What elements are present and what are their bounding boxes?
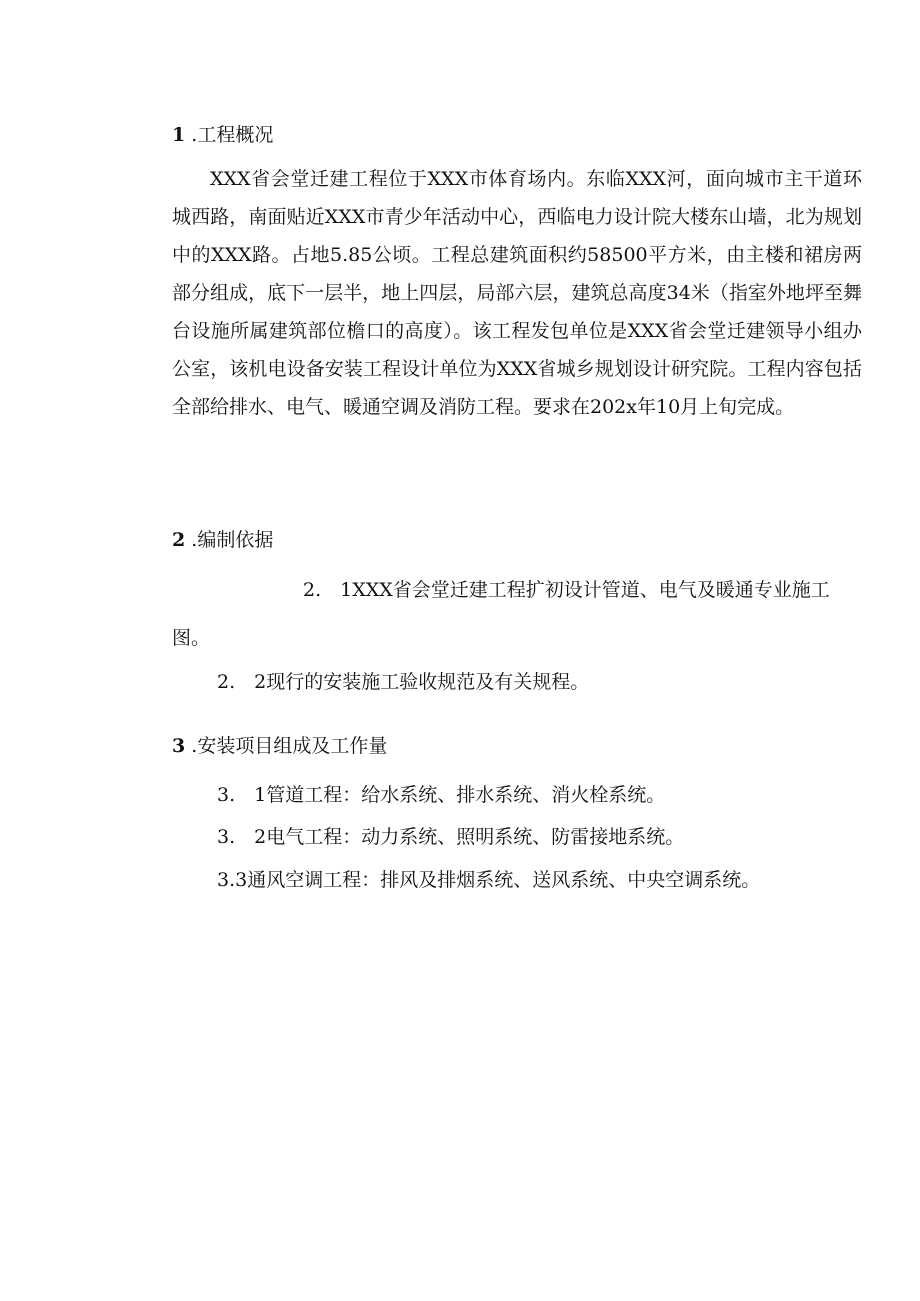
section-3-item-1: 3. 1管道工程：给水系统、排水系统、消火栓系统。 — [217, 784, 666, 806]
section-1-number: 1 — [172, 124, 186, 146]
section-2-number: 2 — [172, 529, 186, 551]
section-2-title: .编制依据 — [191, 529, 274, 551]
section-3-title: .安装项目组成及工作量 — [191, 735, 388, 757]
section-2-heading — [172, 528, 273, 552]
section-2-item-1-line-1: 2. 1XXX省会堂迁建工程扩初设计管道、电气及暖通专业施工 — [303, 579, 830, 601]
section-3-heading — [172, 734, 387, 758]
section-3-item-3: 3.3通风空调工程：排风及排烟系统、送风系统、中央空调系统。 — [217, 869, 761, 891]
section-1-paragraph: XXX省会堂迁建工程位于XXX市体育场内。东临XXX河，面向城市主干道环城西路，南面贴近XXX市青少年活动中心，西临电力设计院大楼东山墙，北为规划中的XXX路。占地5.85公顷。工程总建筑面积约58500平方米，由主楼和裙房两部分组成，底下一层半，地上四层，局部六层，建筑总高度34米（指室外地坪至舞台设施所属建筑部位檐口的高度）。该工程发包单位是XXX省会堂迁建领导小组办公室，该机电设备安装工程设计单位为XXX省城乡规划设计研究院。工程内容包括全部给排水、电气、暖通空调及消防工程。要求在202x年10月上旬完成。 — [172, 168, 862, 418]
section-2-item-2: 2. 2现行的安装施工验收规范及有关规程。 — [217, 671, 590, 693]
section-3-item-2: 3. 2电气工程：动力系统、照明系统、防雷接地系统。 — [217, 826, 685, 848]
section-1-title: .工程概况 — [191, 124, 274, 146]
section-2-item-1-line-2: 图。 — [172, 627, 211, 649]
section-1-heading — [172, 123, 273, 147]
section-3-number: 3 — [172, 735, 186, 757]
